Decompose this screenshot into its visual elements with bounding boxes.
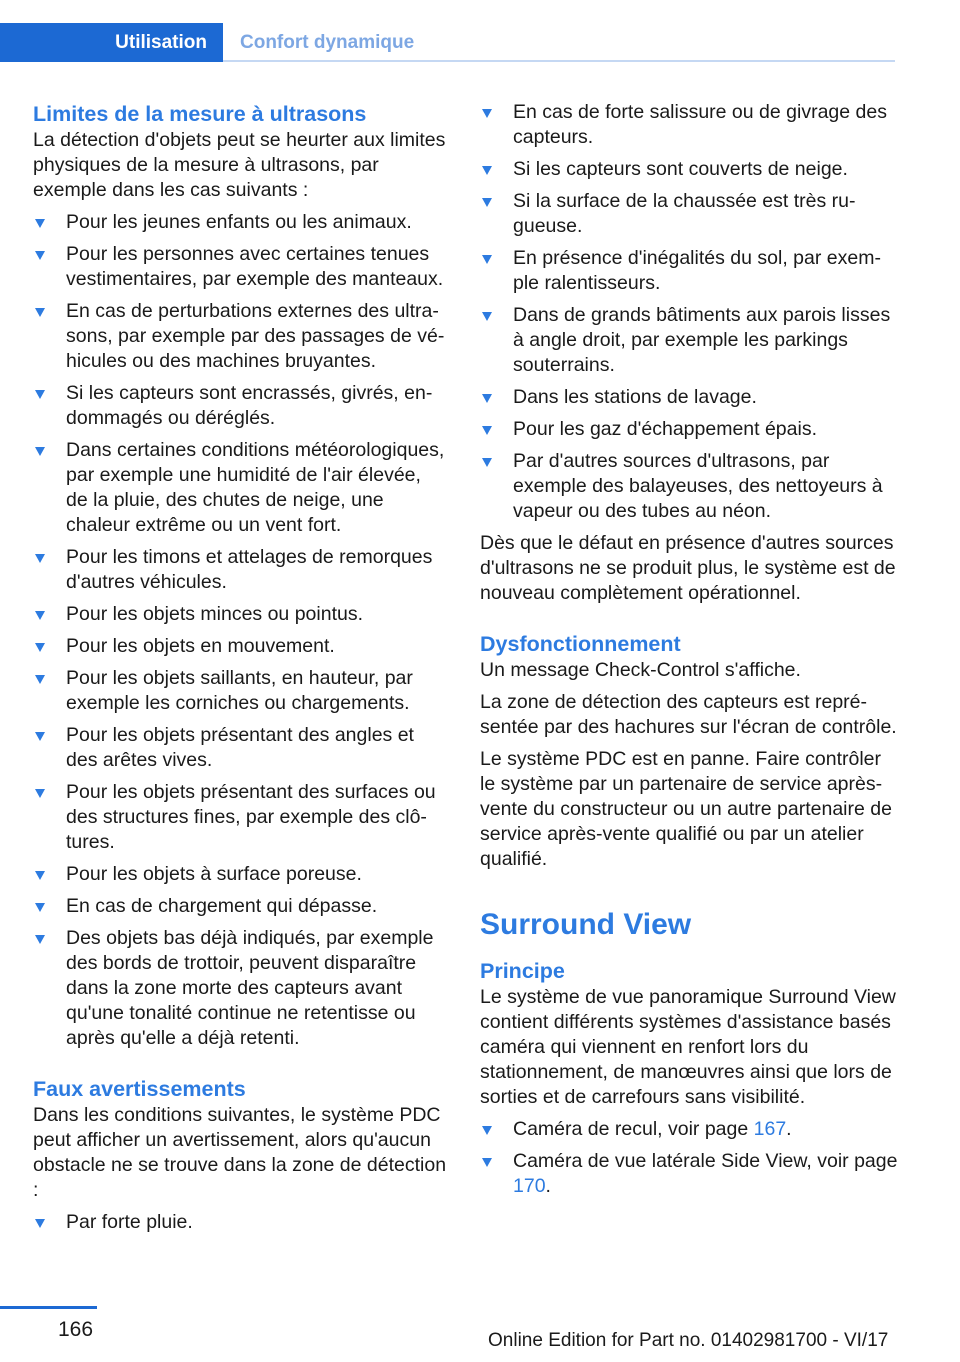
- list-item: Pour les objets présentant des surfaces ou des structures fines, par exemple des clôtures.: [33, 780, 448, 855]
- list-item: Caméra de vue latérale Side View, voir page 170.: [480, 1149, 898, 1199]
- triangle-bullet-icon: [482, 198, 492, 207]
- list-item: Pour les objets saillants, en hauteur, par exemple les corniches ou chargements.: [33, 666, 448, 716]
- false-warnings-outro: Dès que le défaut en présence d'autres sources d'ultrasons ne se produit plus, le système est de nouveau complètement opérationnel.: [480, 532, 896, 604]
- page-number: 166: [58, 1318, 94, 1341]
- false-warnings-intro: Dans les conditions suivantes, le système PDC peut afficher un avertissement, alors qu'aucun obstacle ne se trouve dans la zone de détection :: [33, 1104, 447, 1201]
- tab-confort-dynamique[interactable]: Confort dynamique: [240, 31, 415, 53]
- triangle-bullet-icon: [482, 394, 492, 403]
- false-warnings-list: [33, 1210, 448, 1235]
- list-item: Pour les personnes avec certaines tenues vestimentaires, par exemple des manteaux.: [33, 242, 448, 292]
- list-item: Pour les objets en mouvement.: [33, 634, 448, 659]
- list-item: Par forte pluie.: [33, 1210, 448, 1235]
- triangle-bullet-icon: [35, 554, 45, 563]
- reference-list: [480, 1117, 898, 1199]
- section-title-principle: Principe: [480, 959, 565, 983]
- page-number-rule: [0, 1306, 97, 1309]
- list-item: Des objets bas déjà indiqués, par exemple des bords de trottoir, peuvent disparaître dans la zone morte des capteurs avant qu'une tonalité continue ne retentisse ou après qu'elle a déjà retenti.: [33, 926, 448, 1051]
- triangle-bullet-icon: [482, 255, 492, 264]
- list-item: Par d'autres sources d'ultrasons, par exemple des balayeuses, des nettoyeurs à vapeur ou des tubes au néon.: [480, 449, 898, 524]
- triangle-bullet-icon: [482, 426, 492, 435]
- list-item: Pour les timons et attelages de remorques d'autres véhicules.: [33, 545, 448, 595]
- triangle-bullet-icon: [35, 447, 45, 456]
- triangle-bullet-icon: [35, 219, 45, 228]
- list-item: Si les capteurs sont couverts de neige.: [480, 157, 898, 182]
- section-title-malfunction: Dysfonctionnement: [480, 632, 681, 656]
- triangle-bullet-icon: [482, 1158, 492, 1167]
- limits-list: [33, 210, 448, 1051]
- principle-text: Le système de vue panoramique Surround View contient différents systèmes d'assistance basés caméra qui viennent en renfort lors du stationnement, de manœuvres ainsi que lors de sorties et de carrefours sans visibilité.: [480, 986, 896, 1108]
- list-item: Si la surface de la chaussée est très rugueuse.: [480, 189, 898, 239]
- header-divider: [223, 60, 895, 62]
- list-item: Dans les stations de lavage.: [480, 385, 898, 410]
- tab-utilisation[interactable]: Utilisation: [0, 23, 223, 62]
- list-item: Dans certaines conditions météorologiques, par exemple une humidité de l'air élevée, de la pluie, des chutes de neige, une chaleur extrême ou un vent fort.: [33, 438, 448, 538]
- list-item: En cas de perturbations externes des ultrasons, par exemple par des passages de véhicules ou des machines bruyantes.: [33, 299, 448, 374]
- triangle-bullet-icon: [482, 312, 492, 321]
- page-link-170[interactable]: 170: [513, 1175, 546, 1197]
- triangle-bullet-icon: [35, 675, 45, 684]
- list-item: Caméra de recul, voir page 167.: [480, 1117, 898, 1142]
- malfunction-text-3: Le système PDC est en panne. Faire contrôler le système par un partenaire de service après-vente du constructeur ou un autre partenaire de service après-vente qualifié ou par un atelier qualifié.: [480, 748, 892, 870]
- list-item: Pour les objets présentant des angles et des arêtes vives.: [33, 723, 448, 773]
- section-title-surround-view: Surround View: [480, 908, 692, 941]
- triangle-bullet-icon: [482, 109, 492, 118]
- triangle-bullet-icon: [482, 1126, 492, 1135]
- triangle-bullet-icon: [35, 308, 45, 317]
- list-item: Dans de grands bâtiments aux parois lisses à angle droit, par exemple les parkings souterrains.: [480, 303, 898, 378]
- list-item: En cas de forte salissure ou de givrage des capteurs.: [480, 100, 898, 150]
- edition-footer: Online Edition for Part no. 01402981700 - VI/17: [488, 1330, 889, 1351]
- list-item: Pour les objets à surface poreuse.: [33, 862, 448, 887]
- false-warnings-list-continued: [480, 100, 898, 524]
- triangle-bullet-icon: [482, 166, 492, 175]
- limits-intro: La détection d'objets peut se heurter aux limites physiques de la mesure à ultrasons, par exemple dans les cas suivants :: [33, 129, 446, 201]
- triangle-bullet-icon: [482, 458, 492, 467]
- list-item: Pour les objets minces ou pointus.: [33, 602, 448, 627]
- list-item: Pour les jeunes enfants ou les animaux.: [33, 210, 448, 235]
- chapter-header: [0, 0, 895, 62]
- list-item: Pour les gaz d'échappement épais.: [480, 417, 898, 442]
- list-item: En présence d'inégalités du sol, par exemple ralentisseurs.: [480, 246, 898, 296]
- list-item: En cas de chargement qui dépasse.: [33, 894, 448, 919]
- malfunction-text-1: Un message Check-Control s'affiche.: [480, 659, 801, 681]
- triangle-bullet-icon: [35, 871, 45, 880]
- page-link-167[interactable]: 167: [753, 1118, 787, 1140]
- triangle-bullet-icon: [35, 935, 45, 944]
- triangle-bullet-icon: [35, 732, 45, 741]
- list-item: Si les capteurs sont encrassés, givrés, endommagés ou déréglés.: [33, 381, 448, 431]
- left-column: [33, 100, 448, 1242]
- malfunction-text-2: La zone de détection des capteurs est représentée par des hachures sur l'écran de contrôle.: [480, 691, 897, 738]
- triangle-bullet-icon: [35, 251, 45, 260]
- triangle-bullet-icon: [35, 789, 45, 798]
- triangle-bullet-icon: [35, 1219, 45, 1228]
- triangle-bullet-icon: [35, 611, 45, 620]
- section-title-limits: Limites de la mesure à ultrasons: [33, 102, 367, 126]
- section-title-false-warnings: Faux avertissements: [33, 1077, 246, 1101]
- right-column: [480, 100, 898, 1206]
- triangle-bullet-icon: [35, 390, 45, 399]
- triangle-bullet-icon: [35, 903, 45, 912]
- triangle-bullet-icon: [35, 643, 45, 652]
